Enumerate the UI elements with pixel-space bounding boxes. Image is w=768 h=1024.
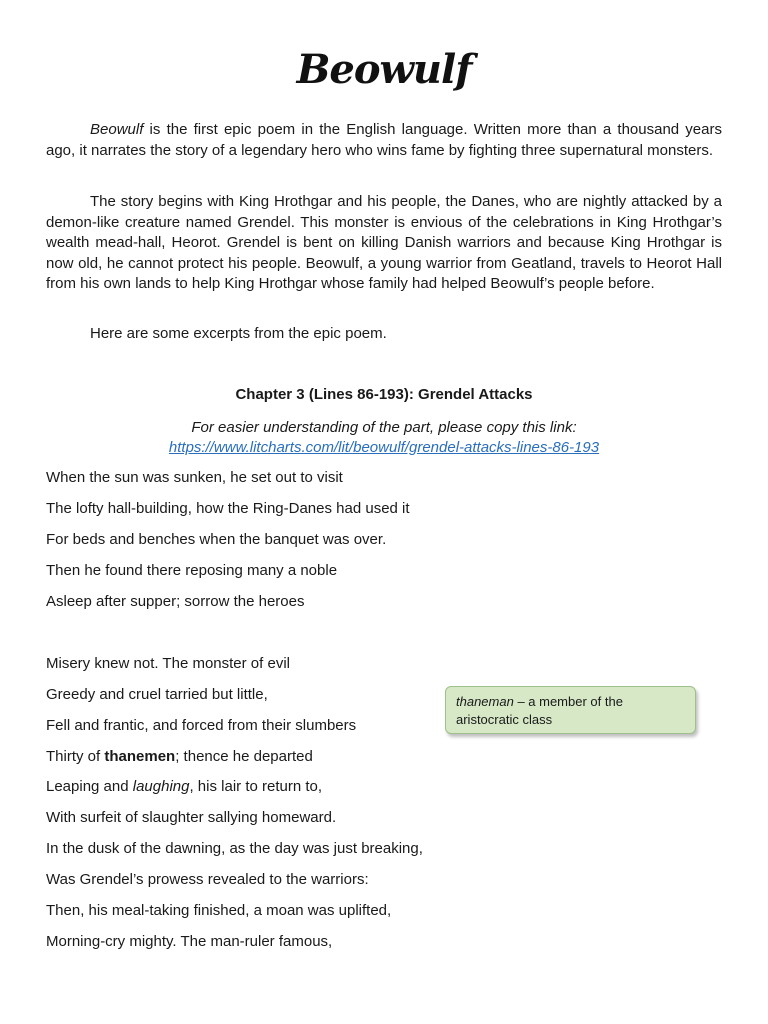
page-title: Beowulf [296, 46, 472, 93]
poem-line: Greedy and cruel tarried but little, [46, 686, 268, 703]
emphasized-word: laughing [132, 778, 190, 795]
gloss-term: thaneman [456, 694, 514, 709]
glossed-term: thanemen [104, 748, 176, 765]
poem-line: With surfeit of slaughter sallying homeward. [46, 809, 337, 826]
poem-line: In the dusk of the dawning, as the day was just breaking, [46, 840, 423, 857]
intro-text-2: The story begins with King Hrothgar and his people, the Danes, who are nightly attacked by a demon-like creature named Grendel. This monster is envious of the celebrations in King Hrothgar’s wealth mead-hall, Heorot. Grendel is bent on killing Danish warriors and because King Hrothgar is now old, he cannot protect his people. Beowulf, a young warrior from Geatland, travels to Heorot Hall from his own lands to help King Hrothgar whose family had helped Beowulf’s people before. [46, 193, 722, 292]
gloss-definition: – a member of the aristocratic class [456, 694, 623, 727]
poem-line: Misery knew not. The monster of evil [46, 655, 290, 672]
poem-text: , his lair to return to, [189, 778, 323, 795]
poem-line: Then he found there reposing many a noble [46, 562, 338, 579]
intro-text-1: is the first epic poem in the English language. Written more than a thousand years ago, it narrates the story of a legendary hero who wins fame by fighting three supernatural monsters. [46, 121, 722, 159]
title-term: Beowulf [90, 121, 144, 138]
poem-line: Asleep after supper; sorrow the heroes [46, 593, 305, 610]
poem-line: When the sun was sunken, he set out to visit [46, 469, 343, 486]
link-instruction: For easier understanding of the part, please copy this link: [191, 419, 577, 436]
link-note [0, 418, 768, 458]
poem-text: ; thence he departed [175, 748, 313, 765]
poem-line: Morning-cry mighty. The man-ruler famous, [46, 933, 333, 950]
poem-line: For beds and benches when the banquet was over. [46, 531, 387, 548]
intro-text-3: Here are some excerpts from the epic poem. [90, 325, 387, 342]
poem-line: Then, his meal-taking finished, a moan was uplifted, [46, 902, 392, 919]
intro-paragraph-3 [46, 324, 722, 345]
poem-line [46, 748, 313, 765]
poem-line: The lofty hall-building, how the Ring-Danes had used it [46, 500, 410, 517]
chapter-heading: Chapter 3 (Lines 86-193): Grendel Attacks [235, 386, 533, 403]
intro-paragraph-2 [46, 192, 722, 295]
intro-paragraph-1 [46, 120, 722, 161]
poem-line [46, 778, 322, 795]
poem-text: Thirty of [46, 748, 105, 765]
poem-line: Was Grendel’s prowess revealed to the warriors: [46, 871, 369, 888]
gloss-callout [445, 686, 696, 734]
poem-line: Fell and frantic, and forced from their slumbers [46, 717, 357, 734]
litcharts-link[interactable]: https://www.litcharts.com/lit/beowulf/grendel-attacks-lines-86-193 [168, 439, 600, 456]
poem-text: Leaping and [46, 778, 133, 795]
